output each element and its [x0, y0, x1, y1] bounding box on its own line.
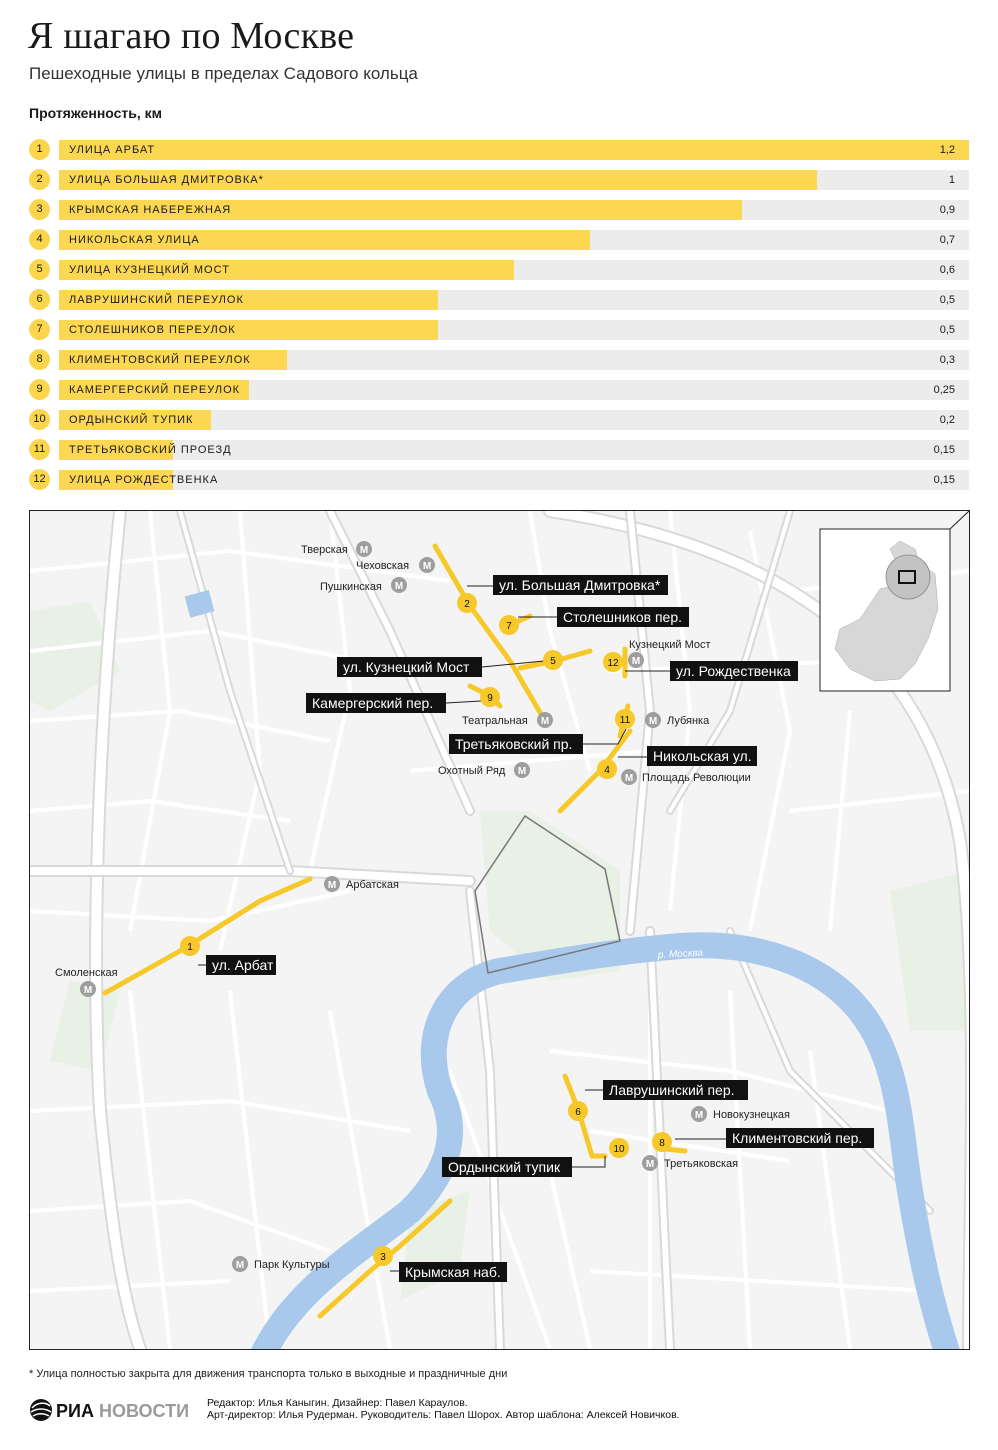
bar-label: ТРЕТЬЯКОВСКИЙ ПРОЕЗД: [69, 444, 232, 456]
page-subtitle: Пешеходные улицы в пределах Садового кольца: [29, 64, 418, 83]
bar-track: [59, 290, 969, 310]
metro-station[interactable]: [645, 712, 710, 728]
bar-row: [29, 229, 970, 250]
bar-number-badge: 9: [29, 379, 50, 400]
metro-station-name: Лубянка: [667, 715, 710, 727]
street-label-1[interactable]: [206, 955, 276, 975]
marker-number: 2: [464, 599, 470, 610]
chart-title: Протяженность, км: [29, 105, 163, 121]
bar-label: УЛИЦА КУЗНЕЦКИЙ МОСТ: [69, 264, 230, 276]
metro-symbol: М: [359, 545, 369, 556]
bar-number-badge: 11: [29, 439, 50, 460]
bar-value-label: 0,7: [939, 234, 955, 246]
bar-number-badge: 2: [29, 169, 50, 190]
street-label-5[interactable]: [337, 657, 482, 677]
length-bar-chart: [29, 139, 970, 499]
route-marker-9[interactable]: [480, 687, 500, 707]
metro-station-name: Смоленская: [55, 967, 118, 979]
metro-station-name: Арбатская: [346, 879, 399, 891]
ria-novosti-logo[interactable]: [29, 1396, 199, 1424]
metro-station[interactable]: [301, 541, 372, 557]
bar-number-badge: 6: [29, 289, 50, 310]
bar-label: КРЫМСКАЯ НАБЕРЕЖНАЯ: [69, 204, 232, 216]
street-label-text: Ордынский тупик: [448, 1159, 561, 1175]
bar-number-badge: 12: [29, 469, 50, 490]
bar-value-label: 0,15: [933, 444, 955, 456]
credits: [207, 1397, 680, 1421]
inset-map: [820, 529, 950, 691]
street-label-8[interactable]: [726, 1128, 874, 1148]
bar-row: [29, 469, 970, 490]
bar-number-badge: 10: [29, 409, 50, 430]
bar-number-badge: 1: [29, 139, 50, 160]
metro-symbol: М: [235, 1260, 245, 1271]
bar-value-label: 0,6: [939, 264, 955, 276]
page-title: Я шагаю по Москве: [28, 15, 355, 57]
route-marker-8[interactable]: [652, 1132, 672, 1152]
bar-track: [59, 410, 969, 430]
marker-number: 3: [380, 1252, 386, 1263]
bar-track: [59, 170, 969, 190]
metro-symbol: М: [624, 773, 634, 784]
bar-value-label: 0,5: [939, 324, 955, 336]
bar-label: УЛИЦА РОЖДЕСТВЕНКА: [69, 474, 219, 486]
street-label-text: Лаврушинский пер.: [609, 1082, 735, 1098]
bar-track: [59, 200, 969, 220]
metro-station[interactable]: [462, 712, 553, 728]
metro-station-name: Пушкинская: [320, 581, 382, 593]
bar-number-badge: 8: [29, 349, 50, 370]
street-label-4[interactable]: [647, 746, 757, 766]
metro-station[interactable]: [356, 557, 435, 573]
bar-label: КАМЕРГЕРСКИЙ ПЕРЕУЛОК: [69, 384, 241, 396]
route-marker-7[interactable]: [499, 615, 519, 635]
river-label: р. Москва: [657, 947, 704, 961]
bar-number-badge: 7: [29, 319, 50, 340]
bar-number-badge: 4: [29, 229, 50, 250]
bar-row: [29, 409, 970, 430]
metro-station-name: Тверская: [301, 544, 348, 556]
bar-track: [59, 440, 969, 460]
footnote: * Улица полностью закрыта для движения транспорта только в выходные и праздничные дни: [29, 1368, 508, 1380]
bar: [59, 140, 969, 160]
metro-station-name: Кузнецкий Мост: [629, 639, 711, 651]
bar-label: КЛИМЕНТОВСКИЙ ПЕРЕУЛОК: [69, 354, 251, 366]
bar-row: [29, 199, 970, 220]
bar-row: [29, 319, 970, 340]
marker-number: 7: [506, 621, 512, 632]
marker-number: 12: [607, 658, 619, 669]
metro-station-name: Чеховская: [356, 560, 410, 572]
bar-value-label: 1,2: [939, 144, 955, 156]
bar-track: [59, 140, 969, 160]
street-label-text: Камергерский пер.: [312, 695, 434, 711]
bar-row: [29, 259, 970, 280]
street-label-text: Крымская наб.: [405, 1264, 501, 1280]
bar-track: [59, 260, 969, 280]
metro-station[interactable]: [324, 876, 399, 892]
metro-symbol: М: [694, 1110, 704, 1121]
bar-row: [29, 379, 970, 400]
metro-symbol: М: [631, 656, 641, 667]
marker-number: 4: [604, 765, 610, 776]
bar-track: [59, 320, 969, 340]
metro-station-name: Охотный Ряд: [438, 765, 506, 777]
street-label-text: Столешников пер.: [563, 609, 683, 625]
route-marker-6[interactable]: [568, 1101, 588, 1121]
bar-label: УЛИЦА БОЛЬШАЯ ДМИТРОВКА*: [69, 174, 264, 186]
metro-station-name: Третьяковская: [664, 1158, 739, 1170]
bar-track: [59, 470, 969, 490]
bar-label: ОРДЫНСКИЙ ТУПИК: [69, 414, 194, 426]
route-marker-1[interactable]: [180, 936, 200, 956]
street-label-text: ул. Рождественка: [676, 663, 791, 679]
metro-symbol: М: [327, 880, 337, 891]
bar-value-label: 0,2: [939, 414, 955, 426]
bar-row: [29, 439, 970, 460]
logo-novosti: НОВОСТИ: [99, 1401, 190, 1421]
route-marker-11[interactable]: [615, 709, 635, 729]
bar-row: [29, 139, 970, 160]
street-label-11[interactable]: [449, 734, 583, 754]
route-marker-5[interactable]: [543, 650, 563, 670]
bar-value-label: 0,15: [933, 474, 955, 486]
credits-line-2: Арт-директор: Илья Рудерман. Руководитель: Павел Шорох. Автор шаблона: Алексей Новичков.: [207, 1409, 680, 1421]
metro-symbol: М: [645, 1159, 655, 1170]
bar-track: [59, 230, 969, 250]
bar-track: [59, 350, 969, 370]
bar-value-label: 0,25: [933, 384, 955, 396]
bar-value-label: 0,3: [939, 354, 955, 366]
bar-row: [29, 289, 970, 310]
bar-row: [29, 349, 970, 370]
bar-label: ЛАВРУШИНСКИЙ ПЕРЕУЛОК: [69, 294, 244, 306]
bar-value-label: 1: [948, 174, 955, 186]
metro-symbol: М: [648, 716, 658, 727]
bar-label: УЛИЦА АРБАТ: [69, 144, 156, 156]
street-label-text: ул. Большая Дмитровка*: [499, 577, 661, 593]
bar-value-label: 0,5: [939, 294, 955, 306]
marker-number: 6: [575, 1107, 581, 1118]
route-marker-10[interactable]: [609, 1138, 629, 1158]
metro-symbol: М: [540, 716, 550, 727]
street-label-9[interactable]: [306, 693, 446, 713]
street-label-text: ул. Кузнецкий Мост: [343, 659, 470, 675]
route-marker-4[interactable]: [597, 759, 617, 779]
marker-number: 1: [187, 942, 193, 953]
bar-number-badge: 5: [29, 259, 50, 280]
street-label-6[interactable]: [603, 1080, 748, 1100]
marker-number: 9: [487, 693, 493, 704]
street-label-text: Климентовский пер.: [732, 1130, 863, 1146]
metro-symbol: М: [83, 985, 93, 996]
street-label-text: Третьяковский пр.: [455, 736, 573, 752]
metro-station-name: Парк Культуры: [254, 1259, 330, 1271]
bar-number-badge: 3: [29, 199, 50, 220]
marker-number: 5: [550, 656, 556, 667]
bar-row: [29, 169, 970, 190]
metro-station-name: Новокузнецкая: [713, 1109, 790, 1121]
street-label-2[interactable]: [493, 575, 668, 595]
metro-station-name: Площадь Революции: [642, 772, 751, 784]
street-label-text: Никольская ул.: [653, 748, 752, 764]
street-label-3[interactable]: [399, 1262, 507, 1282]
logo-ria: РИА: [56, 1401, 94, 1421]
street-label-text: ул. Арбат: [212, 957, 274, 973]
marker-number: 11: [619, 715, 631, 726]
bar-label: СТОЛЕШНИКОВ ПЕРЕУЛОК: [69, 324, 236, 336]
marker-number: 8: [659, 1138, 665, 1149]
metro-symbol: М: [422, 561, 432, 572]
street-label-12[interactable]: [670, 661, 798, 681]
marker-number: 10: [613, 1144, 625, 1155]
credits-line-1: Редактор: Илья Каныгин. Дизайнер: Павел Караулов.: [207, 1397, 468, 1409]
map[interactable]: [29, 510, 970, 1350]
route-marker-2[interactable]: [457, 593, 477, 613]
bar-label: НИКОЛЬСКАЯ УЛИЦА: [69, 234, 200, 246]
route-marker-12[interactable]: [603, 652, 623, 672]
metro-symbol: М: [394, 581, 404, 592]
metro-symbol: М: [517, 766, 527, 777]
street-label-10[interactable]: [442, 1157, 572, 1177]
street-label-7[interactable]: [557, 607, 689, 627]
bar-track: [59, 380, 969, 400]
metro-station-name: Театральная: [462, 715, 528, 727]
bar-value-label: 0,9: [939, 204, 955, 216]
route-marker-3[interactable]: [373, 1246, 393, 1266]
